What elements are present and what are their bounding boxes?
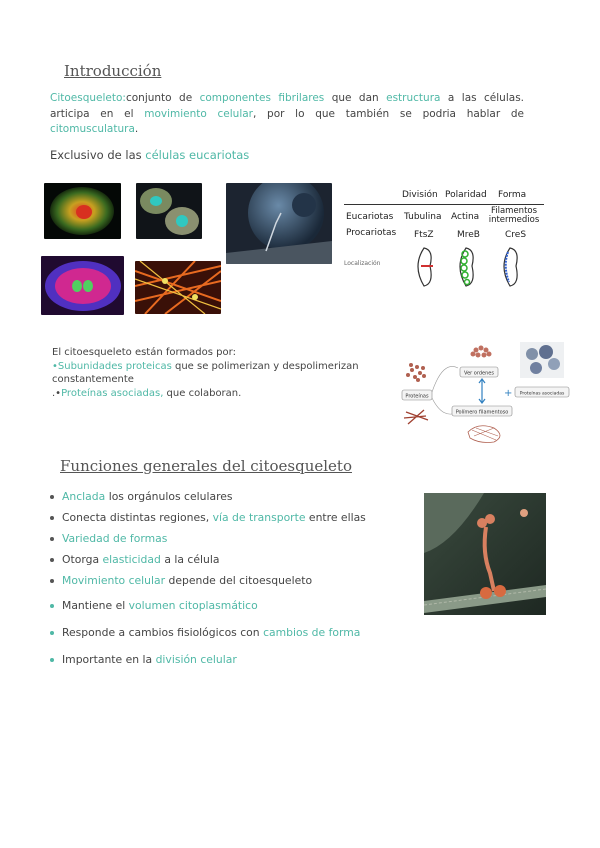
- list-item: Importante en la división celular: [50, 653, 237, 666]
- term-estructura: estructura: [386, 92, 441, 104]
- subunidades-highlight: •Subunidades proteicas: [52, 360, 172, 372]
- composition-text: [52, 346, 382, 400]
- microscopy-image-1: [44, 183, 121, 239]
- intro-text-3: a las células. articipa en el: [50, 92, 524, 120]
- bullet-icon: [50, 604, 54, 608]
- exclusive-prefix: Exclusivo de las: [50, 148, 146, 162]
- bullet-icon: [50, 658, 54, 662]
- list-item: Conecta distintas regiones, vía de transporte entre ellas: [50, 511, 366, 524]
- row-label-procariotas: Procariotas: [346, 228, 397, 238]
- list-item: Mantiene el volumen citoplasmático: [50, 599, 258, 612]
- box-proteinas-label: Proteínas: [405, 393, 429, 400]
- intro-text-4: , por lo que también se podria hablar de: [253, 107, 524, 120]
- cell-filamentos: Filamentos intermedios: [488, 206, 540, 225]
- intro-title: Introducción: [64, 62, 162, 80]
- intro-paragraph: [50, 91, 524, 138]
- comparison-table: [344, 186, 544, 296]
- table-header-forma: Forma: [498, 190, 527, 200]
- microscopy-image-4: [135, 261, 221, 314]
- intro-text-1: conjunto de: [125, 92, 200, 104]
- cell-ftsz: FtsZ: [414, 230, 434, 240]
- polymerization-diagram: [398, 340, 570, 446]
- term-citomusculatura: citomusculatura: [50, 123, 135, 135]
- term-componentes: componentes fibrilares: [199, 92, 325, 104]
- list-item: Movimiento celular depende del citoesqueleto: [50, 574, 312, 587]
- associated-protein-icon: [520, 342, 564, 378]
- composition-bullet-2: [52, 387, 382, 401]
- bacteria-shapes: [414, 244, 544, 290]
- composition-bullet-1: [52, 360, 382, 387]
- list-item: Otorga elasticidad a la célula: [50, 553, 219, 566]
- cell-mreb: MreB: [457, 230, 480, 240]
- exclusive-highlight: células eucariotas: [145, 148, 250, 162]
- bullet-2-prefix: .•: [52, 387, 62, 399]
- composition-intro: El citoesqueleto están formados por:: [52, 347, 236, 358]
- bullet-icon: [50, 631, 54, 635]
- term-movimiento: movimiento celular: [144, 107, 253, 120]
- asociadas-highlight: Proteínas asociadas,: [61, 387, 164, 399]
- plus-sign: +: [504, 388, 513, 399]
- protein-cluster-icon: [406, 363, 426, 382]
- cell-actina: Actina: [451, 212, 480, 222]
- term-citoesqueleto: Citoesqueleto:: [50, 92, 126, 104]
- list-item: Responde a cambios fisiológicos con cambios de forma: [50, 626, 360, 639]
- cell-illustration-image: [226, 183, 332, 264]
- list-item: Variedad de formas: [50, 532, 167, 545]
- table-header-division: División: [402, 190, 438, 200]
- box-bottom-label: Polímero filamentoso: [455, 409, 509, 416]
- box-right-label: Proteínas asociadas: [519, 391, 565, 397]
- microscopy-image-3: [41, 256, 124, 315]
- subunidades-text: que se polimerizan y despolimerizan constantemente: [52, 360, 359, 385]
- row-label-eucariotas: Eucariotas: [346, 212, 394, 222]
- bullet-icon: [50, 558, 54, 562]
- intro-text-2: que dan: [324, 92, 387, 104]
- table-divider: [344, 204, 544, 205]
- bullet-icon: [50, 537, 54, 541]
- intro-text-5: .: [134, 123, 139, 135]
- bullet-icon: [50, 579, 54, 583]
- table-header-polaridad: Polaridad: [445, 190, 487, 200]
- list-item: Anclada los orgánulos celulares: [50, 490, 233, 503]
- figure-label: Localización: [344, 260, 381, 267]
- cell-cres: CreS: [505, 230, 527, 240]
- bullet-icon: [50, 495, 54, 499]
- filament-fragments-icon: [404, 410, 428, 424]
- exclusive-line: [50, 148, 249, 162]
- asociadas-text: que colaboran.: [163, 387, 242, 399]
- microscopy-image-2: [136, 183, 202, 239]
- bullet-icon: [50, 516, 54, 520]
- cell-tubulina: Tubulina: [404, 212, 442, 222]
- box-top-label: Ver ordenes: [464, 370, 494, 377]
- oligomer-icon: [471, 346, 492, 358]
- motor-protein-image: [424, 493, 546, 615]
- functions-title: Funciones generales del citoesqueleto: [60, 457, 352, 475]
